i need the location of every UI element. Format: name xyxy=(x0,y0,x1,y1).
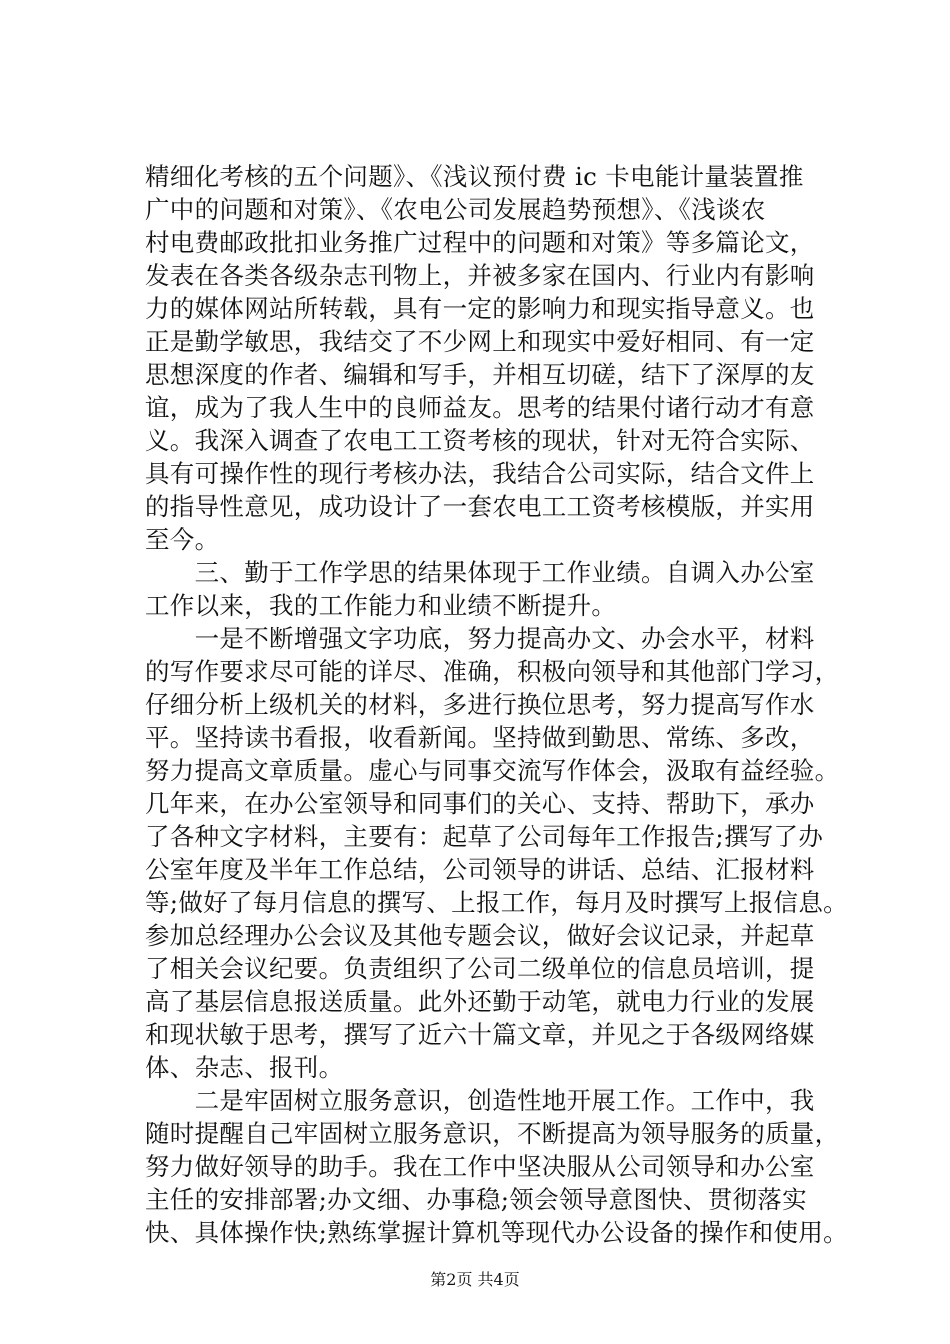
text-line: 努力做好领导的助手。我在工作中坚决服从公司领导和办公室 xyxy=(145,1152,815,1181)
text-line: 和现状敏于思考，撰写了近六十篇文章，并见之于各级网络媒 xyxy=(145,1020,815,1049)
text-line: 谊，成为了我人生中的良师益友。思考的结果付诸行动才有意 xyxy=(145,393,815,422)
text-line: 思想深度的作者、编辑和写手，并相互切磋，结下了深厚的友 xyxy=(145,360,815,389)
text-line: 二是牢固树立服务意识，创造性地开展工作。工作中，我 xyxy=(145,1086,815,1115)
text-line: 参加总经理办公会议及其他专题会议，做好会议记录，并起草 xyxy=(145,921,815,950)
text-line: 发表在各类各级杂志刊物上，并被多家在国内、行业内有影响 xyxy=(145,261,815,290)
text-line: 正是勤学敏思，我结交了不少网上和现实中爱好相同、有一定 xyxy=(145,327,815,356)
text-line: 精细化考核的五个问题》、《浅议预付费 ic 卡电能计量装置推 xyxy=(145,162,804,191)
text-line: 村电费邮政批扣业务推广过程中的问题和对策》等多篇论文， xyxy=(145,228,815,257)
text-line: 的指导性意见，成功设计了一套农电工工资考核模版，并实用 xyxy=(145,492,815,521)
text-line: 快、具体操作快;熟练掌握计算机等现代办公设备的操作和使用。 xyxy=(145,1218,848,1247)
text-line: 几年来，在办公室领导和同事们的关心、支持、帮助下，承办 xyxy=(145,789,815,818)
text-line: 随时提醒自己牢固树立服务意识，不断提高为领导服务的质量， xyxy=(145,1119,840,1148)
text-line: 义。我深入调查了农电工工资考核的现状，针对无符合实际、 xyxy=(145,426,815,455)
text-line: 了相关会议纪要。负责组织了公司二级单位的信息员培训，提 xyxy=(145,954,815,983)
text-line: 努力提高文章质量。虚心与同事交流写作体会，汲取有益经验。 xyxy=(145,756,840,785)
text-line: 工作以来，我的工作能力和业绩不断提升。 xyxy=(145,591,617,620)
text-line: 体、杂志、报刊。 xyxy=(145,1053,344,1082)
text-line: 等;做好了每月信息的撰写、上报工作，每月及时撰写上报信息。 xyxy=(145,888,848,917)
text-line: 主任的安排部署;办文细、办事稳;领会领导意图快、贯彻落实 xyxy=(145,1185,807,1214)
text-line: 具有可操作性的现行考核办法，我结合公司实际，结合文件上 xyxy=(145,459,815,488)
text-line: 仔细分析上级机关的材料，多进行换位思考，努力提高写作水 xyxy=(145,690,815,719)
text-line: 的写作要求尽可能的详尽、准确，积极向领导和其他部门学习， xyxy=(145,657,840,686)
text-line: 力的媒体网站所转载，具有一定的影响力和现实指导意义。也 xyxy=(145,294,815,323)
page-footer xyxy=(0,1270,950,1290)
page-number: 第2页 共4页 xyxy=(430,1270,520,1289)
text-line: 高了基层信息报送质量。此外还勤于动笔，就电力行业的发展 xyxy=(145,987,815,1016)
text-line: 三、勤于工作学思的结果体现于工作业绩。自调入办公室 xyxy=(145,558,815,587)
body-text xyxy=(145,160,848,1249)
text-line: 至今。 xyxy=(145,525,220,554)
text-line: 一是不断增强文字功底，努力提高办文、办会水平，材料 xyxy=(145,624,815,653)
text-line: 广中的问题和对策》、《农电公司发展趋势预想》、《浅谈农 xyxy=(145,195,766,224)
text-line: 公室年度及半年工作总结，公司领导的讲话、总结、汇报材料 xyxy=(145,855,815,884)
text-line: 平。坚持读书看报，收看新闻。坚持做到勤思、常练、多改， xyxy=(145,723,815,752)
text-line: 了各种文字材料，主要有：起草了公司每年工作报告;撰写了办 xyxy=(145,822,824,851)
